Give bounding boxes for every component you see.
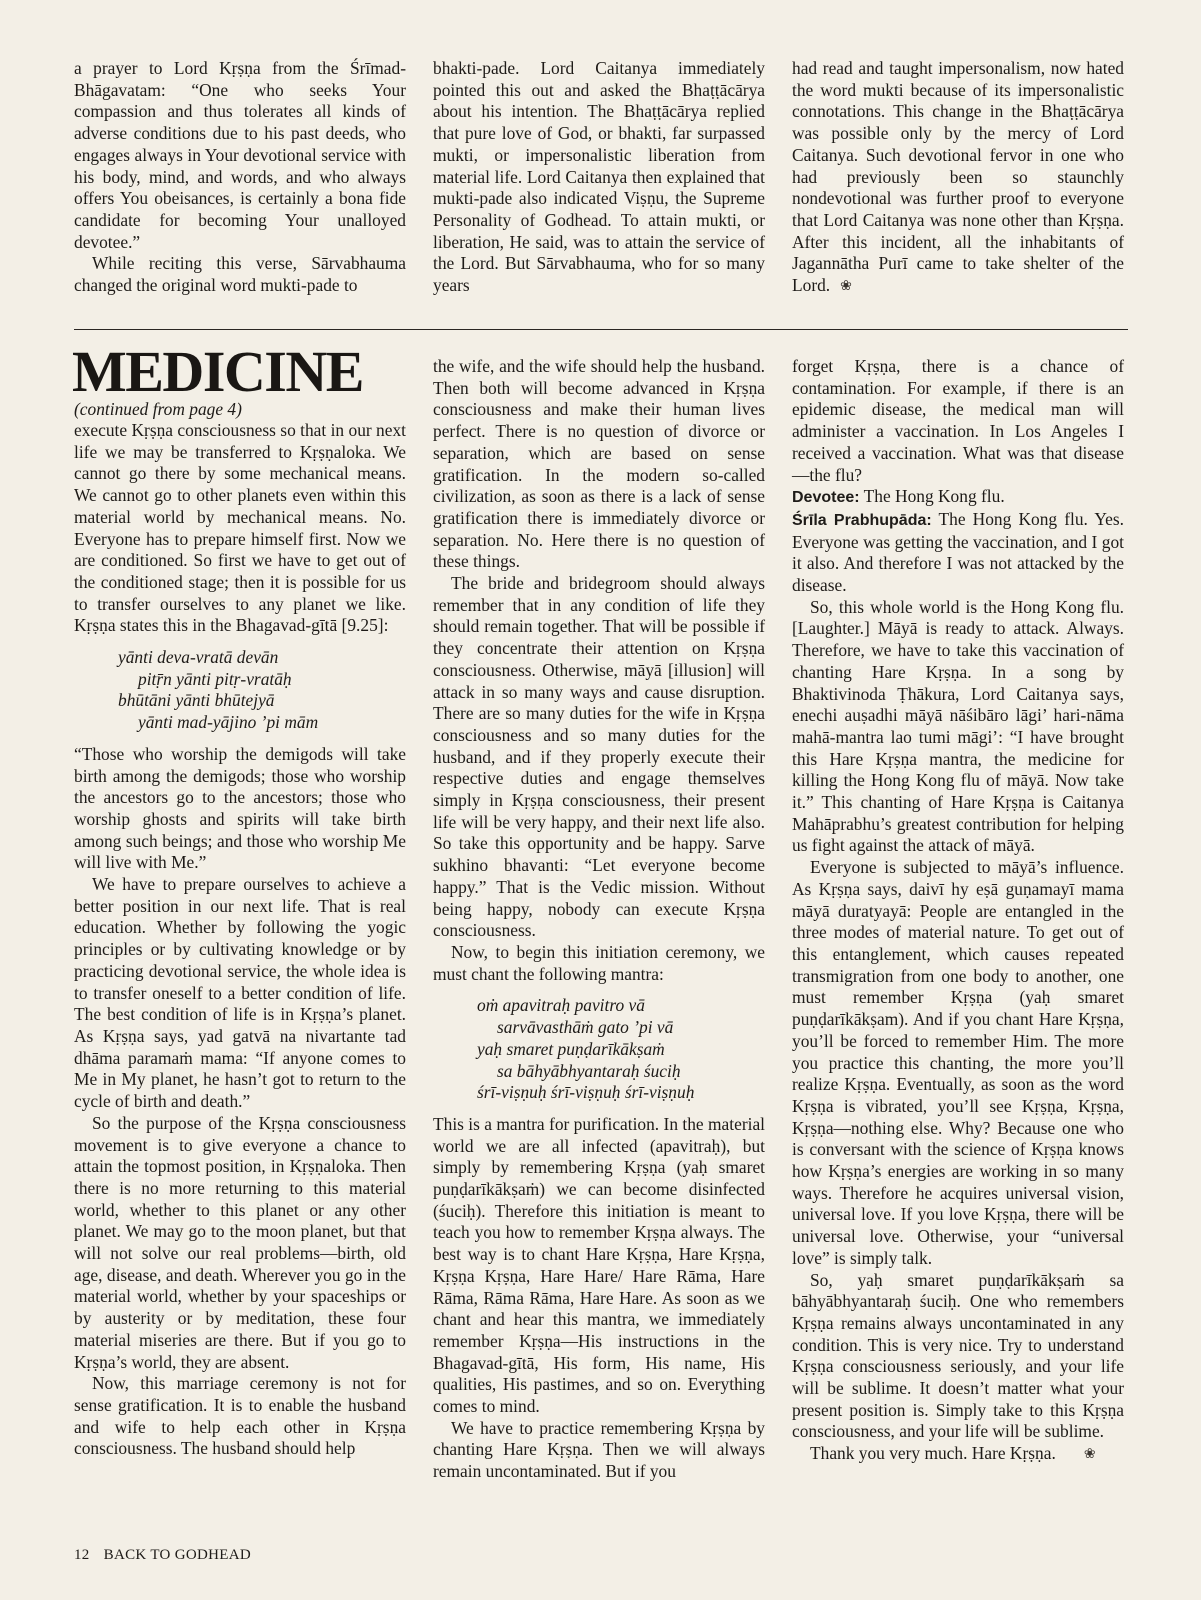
top-column-2	[433, 58, 765, 297]
paragraph: Everyone is subjected to māyā’s influence. As Kṛṣṇa says, daivī hy eṣā guṇamayī mama māyā duratyayā: People are entangled in the three modes of material nature. To get out of this entanglement, which causes repeated transmigration from one body to another, one must remember Kṛṣṇa (yaḥ smaret puṇḍarīkākṣam). And if you chant Hare Kṛṣṇa, you’ll be forced to remember Him. The more you practice this chanting, the more you’ll realize Kṛṣṇa. Eventually, as soon as the word Kṛṣṇa is vibrated, you’ll see Kṛṣṇa, Kṛṣṇa, Kṛṣṇa—nothing else. Why? Because one who is conversant with the science of Kṛṣṇa knows how Kṛṣṇa’s energies are working in so many ways. Therefore he acquires universal vision, universal love. If you love Kṛṣṇa, there will be universal love. Otherwise, your “universal love” is simply talk.	[792, 857, 1124, 1268]
article-headline: MEDICINE	[72, 339, 363, 404]
article-column-1	[74, 420, 406, 1460]
article-column-2	[433, 356, 765, 1483]
paragraph: We have to prepare ourselves to achieve a better position in our next life. That is real education. Whether by following the yogic principles or by cultivating knowledge or by practicing devotional service, the whole idea is to transfer oneself to a better condition of life. The best condition of life is in Kṛṣṇa’s planet. As Kṛṣṇa says, yad gatvā na nivartante tad dhāma paramaṁ mama: “If anyone comes to Me in My planet, he hasn’t got to return to the cycle of birth and death.”	[74, 874, 406, 1112]
speaker-label: Śrīla Prabhupāda:	[792, 511, 932, 529]
lotus-icon: ❀	[840, 279, 852, 295]
speaker-label: Devotee:	[792, 489, 860, 507]
mantra-block	[477, 995, 765, 1104]
verse-line: śrī-viṣṇuḥ śrī-viṣṇuḥ śrī-viṣṇuḥ	[477, 1082, 695, 1103]
paragraph: So, yaḥ smaret puṇḍarīkākṣaṁ sa bāhyābhyantaraḥ śuciḥ. One who remembers Kṛṣṇa remains always uncontaminated in any condition. This is very nice. Try to understand Kṛṣṇa consciousness seriously, and your life will be sublime. It doesn’t matter what your present position is. Simply take to this Kṛṣṇa consciousness, and your life will be sublime.	[792, 1269, 1124, 1442]
lotus-icon: ❀	[1083, 1447, 1096, 1463]
paragraph: Now, this marriage ceremony is not for sense gratification. It is to enable the husband and wife to help each other in Kṛṣṇa consciousness. The husband should help	[74, 1373, 406, 1459]
top-column-3	[792, 58, 1124, 298]
paragraph: So the purpose of the Kṛṣṇa consciousness movement is to give everyone a chance to attain the topmost position, in Kṛṣṇaloka. Then there is no more returning to this material world, whether to this planet or any other planet. We may go to the moon planet, but that will not solve our real problems—birth, old age, disease, and death. Wherever you go in the material world, whether by your spaceships or by austerity or by meditation, these four material miseries are there. But if you go to Kṛṣṇa’s world, they are absent.	[74, 1112, 406, 1372]
paragraph: Now, to begin this initiation ceremony, we must chant the following mantra:	[433, 941, 765, 984]
page-number: 12	[74, 1547, 90, 1563]
paragraph: execute Kṛṣṇa consciousness so that in our next life we may be transferred to Kṛṣṇaloka. We cannot go there by some mechanical means. We cannot go to other planets even within this material world by mechanical means. No. Everyone has to prepare himself first. Now we are conditioned. So first we have to get out of the conditioned stage; then it is possible for us to transfer ourselves to any planet we like. Kṛṣṇa states this in the Bhagavad-gītā [9.25]:	[74, 420, 406, 636]
dialogue-line	[792, 486, 1124, 509]
verse-block	[118, 647, 406, 734]
verse-line: bhūtāni yānti bhūtejyā	[118, 690, 275, 711]
paragraph: This is a mantra for purification. In the material world we are all infected (apavitraḥ), but simply by remembering Kṛṣṇa (yaḥ smaret puṇḍarīkākṣaṁ) we can become disinfected (śuciḥ). Therefore this initiation is meant to teach you how to remember Kṛṣṇa always. The best way is to chant Hare Kṛṣṇa, Hare Kṛṣṇa, Kṛṣṇa Kṛṣṇa, Hare Hare/ Hare Rāma, Hare Rāma, Rāma Rāma, Hare Hare. As soon as we chant and hear this mantra, we immediately remember Kṛṣṇa—His instructions in the Bhagavad-gītā, His form, His name, His qualities, His pastimes, and so on. Everything comes to mind.	[433, 1113, 765, 1417]
verse-line: yaḥ smaret puṇḍarīkākṣaṁ	[477, 1038, 665, 1059]
dialogue-text: The Hong Kong flu.	[863, 486, 1005, 507]
paragraph: We have to practice remembering Kṛṣṇa by chanting Hare Kṛṣṇa. Then we will always remain uncontaminated. But if you	[433, 1417, 765, 1482]
verse-line: yānti mad-yājino ’pi mām	[138, 712, 319, 733]
article-column-3	[792, 356, 1124, 1466]
paragraph: forget Kṛṣṇa, there is a chance of contamination. For example, if there is an epidemic disease, the medical man will administer a vaccination. In Los Angeles I received a vaccination. What was that disease—the flu?	[792, 356, 1124, 485]
closing-line: Thank you very much. Hare Kṛṣṇa.	[810, 1443, 1056, 1464]
verse-line: pitṝn yānti pitṛ-vratāḥ	[138, 668, 292, 689]
section-divider	[74, 329, 1128, 330]
page-footer	[74, 1547, 251, 1564]
paragraph: a prayer to Lord Kṛṣṇa from the Śrīmad-Bhāgavatam: “One who seeks Your compassion and thus tolerates all kinds of adverse conditions due to his past deeds, who engages always in Your devotional service with his body, mind, and words, and who always offers You obeisances, is certainly a bona fide candidate for becoming Your unalloyed devotee.”	[74, 58, 406, 252]
verse-line: oṁ apavitraḥ pavitro vā	[477, 995, 645, 1016]
verse-line: sarvāvasthāṁ gato ’pi vā	[497, 1017, 674, 1038]
paragraph: While reciting this verse, Sārvabhauma changed the original word mukti-pade to	[74, 253, 406, 296]
continued-note: (continued from page 4)	[74, 399, 242, 419]
magazine-name: BACK TO GODHEAD	[103, 1547, 251, 1563]
dialogue-line	[792, 509, 1124, 597]
paragraph: had read and taught impersonalism, now hated the word mukti because of its impersonalistic connotations. This change in the Bhaṭṭācārya was possible only by the mercy of Lord Caitanya. Such devotional fervor in one who had previously been so staunchly nondevotional was further proof to everyone that Lord Caitanya was none other than Kṛṣṇa. After this incident, all the inhabitants of Jagannātha Purī came to take shelter of the Lord.	[792, 58, 1124, 296]
paragraph: “Those who worship the demigods will take birth among the demigods; those who worship the ancestors go to the ancestors; those who worship ghosts and spirits will take birth among such beings; and those who worship Me will live with Me.”	[74, 743, 406, 873]
verse-line: sa bāhyābhyantaraḥ śuciḥ	[497, 1060, 681, 1081]
paragraph: the wife, and the wife should help the husband. Then both will become advanced in Kṛṣṇa consciousness and make their human lives perfect. There is no question of divorce or separation, which are based on sense gratification. In the modern so-called civilization, as soon as there is a lack of sense gratification there is immediately divorce or separation. No. Here there is no question of these things.	[433, 356, 765, 572]
paragraph: The bride and bridegroom should always remember that in any condition of life they should remain together. That will be possible if they concentrate their attention on Kṛṣṇa consciousness. Otherwise, māyā [illusion] will attack in so many ways and cause disruption. There are so many duties for the wife in Kṛṣṇa consciousness and so many duties for the husband, and if they properly execute their respective duties and engage themselves simply in Kṛṣṇa consciousness, their present life will be very happy, and their next life also. So take this opportunity and be happy. Sarve sukhino bhavanti: “Let everyone become happy.” That is the Vedic mission. Without being happy, nobody can execute Kṛṣṇa consciousness.	[433, 573, 765, 941]
paragraph: So, this whole world is the Hong Kong flu. [Laughter.] Māyā is ready to attack. Always. Therefore, we have to take this vaccination of chanting Hare Kṛṣṇa. In a song by Bhaktivinoda Ṭhākura, Lord Caitanya says, enechi auṣadhi māyā nāśibāro lāgi’ hari-nāma mahā-mantra lao tumi māgi’: “I have brought this Hare Kṛṣṇa mantra, the medicine for killing the Hong Kong flu of māyā. Now take it.” This chanting of Hare Kṛṣṇa is Caitanya Mahāprabhu’s greatest contribution for helping us fight against the attack of māyā.	[792, 596, 1124, 856]
paragraph: bhakti-pade. Lord Caitanya immediately pointed this out and asked the Bhaṭṭācārya about his intention. The Bhaṭṭācārya replied that pure love of God, or bhakti, far surpassed mukti, or impersonalistic liberation from material life. Lord Caitanya then explained that mukti-pade also indicated Viṣṇu, the Supreme Personality of Godhead. To attain mukti, or liberation, He said, was to attain the service of the Lord. But Sārvabhauma, who for so many years	[433, 58, 765, 296]
top-column-1	[74, 58, 406, 297]
verse-line: yānti deva-vratā devān	[118, 647, 279, 668]
dialogue-text: The Hong Kong flu. Yes. Everyone was getting the vaccination, and I got it also. And therefore I was not attacked by the disease.	[792, 508, 1124, 596]
